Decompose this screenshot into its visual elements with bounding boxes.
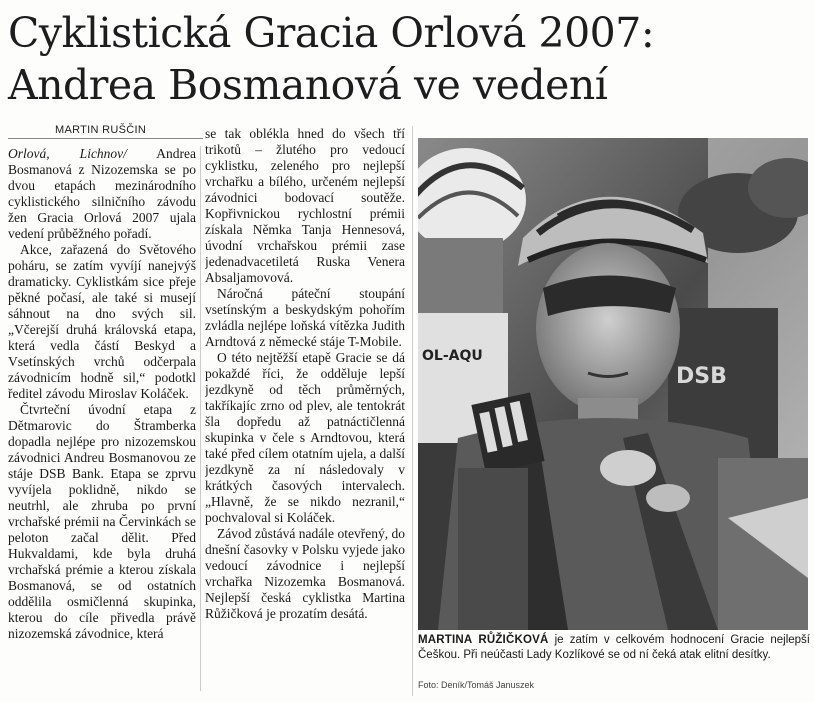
byline: MARTIN RUŠČIN [55,124,147,136]
article-paragraph: se tak oblékla hned do všech tří trikotů – žlutého pro vedoucí cyklistku, zeleného pro nejlepší vrchařku a bílého, určeném nejlepší závodnici bodovací soutěže. Kopřivnickou rychlostní prémii získala Němka Tanja Hennesová, úvodní vrchařskou prémii zase jedenadvacetiletá Ruska Venera Absaljamovová. [205,126,405,285]
article-paragraph: Akce, zařazená do Světového poháru, se zatím vyvíjí nanejvýš dramaticky. Cyklistkám sice přeje pěkné počasí, ale také si musejí sáhnout na dno svých sil. „Včerejší druhá královská etapa, která vedla částí Beskyd a Vsetínských vrchů odčerpala závodnicím hodně sil,“ podotkl ředitel závodu Miroslav Koláček. [8,242,196,401]
article-column-1 [8,146,196,696]
column-separator [412,126,413,696]
article-paragraph: Čtvrteční úvodní etapa z Dětmarovic do Štramberka dopadla nejlépe pro nizozemskou závodnici Andreu Bosmanovou ze stáje DSB Bank. Etapa se zprvu vyvíjela poklidně, nikdo se neutrhl, ale zhruba po první vrchařské prémii na Červinkách se peloton začal dělit. Před Hukvaldami, kde byla druhá vrchařská prémie a kterou získala Bosmanová, se od ostatních oddělila osmičlenná skupinka, kterou do cíle přivedla právě nizozemská závodnice, která [8,402,196,641]
article-paragraph [8,146,196,242]
article-paragraph: O této nejtěžší etapě Gracie se dá pokaždé říci, že odděluje lepší jezdkyně od těch průměrných, takříkajíc zrno od plev, ale tentokrát šla dopředu až patnáctičlenná skupinka v čele s Arndtovou, která také před cílem otatním ujela, a další jezdkyně za ní následovaly v krátkých časových intervalech. „Hlavně, že se nikdo nezranil,“ pochvaloval si Koláček. [205,350,405,525]
cyclist-photo [418,138,808,630]
article-paragraph: Závod zůstává nadále otevřený, do dnešní časovky v Polsku vyjede jako vedoucí závodnice i nejlepší vrchařka Nizozemka Bosmanová. Nejlepší česká cyklistka Martina Růžičková je prozatím desátá. [205,526,405,621]
jersey-text: DSB [676,364,727,389]
photo-credit: Foto: Deník/Tomáš Januszek [418,680,535,690]
dateline: Orlová, Lichnov/ [8,146,127,161]
byline-rule [8,138,203,139]
column-separator [200,146,201,691]
article-paragraph: Náročná páteční stoupání vsetínským a beskydským pohořím zvládla nejlépe loňská vítězka Judith Arndtová z německé stáje T-Mobile. [205,286,405,349]
caption-name: MARTINA RŮŽIČKOVÁ [418,634,549,646]
article-column-2 [205,126,405,696]
cyclist-photo-illustration [418,138,808,630]
caption-text: je zatím v celkovém hodnocení Gracie nejlepší Češkou. Při neúčasti Lady Kozlíkové se od ní čeká atak elitní desítky. [418,634,810,661]
headline-line-2: Andrea Bosmanová ve vedení [8,61,608,109]
jersey-text: OL-AQU [422,348,483,364]
photo-caption [418,633,810,663]
lead-text: Andrea Bosmanová z Nizozemska se po dvou etapách mezinárodního cyklistického silničního závodu žen Gracia Orlová 2007 ujala vedení průběžného pořadí. [8,146,196,241]
headline-line-1: Cyklistická Gracia Orlová 2007: [8,9,655,57]
